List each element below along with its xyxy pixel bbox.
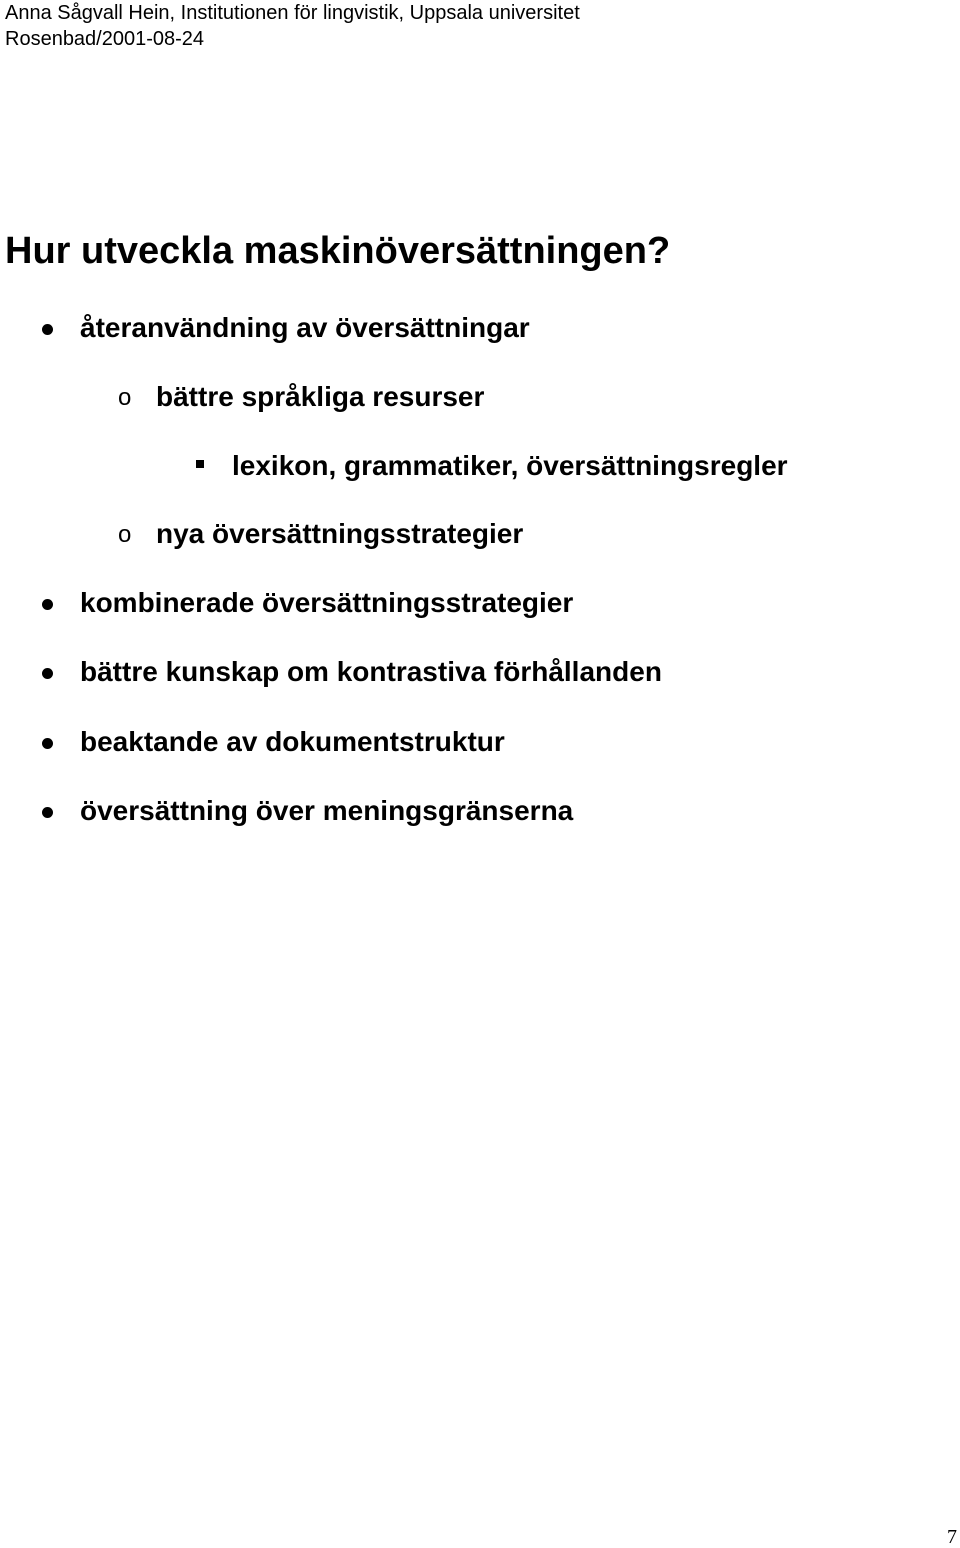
list-item: kombinerade översättningsstrategier [80,587,574,618]
bullet-dot-icon [42,807,53,818]
list-item: lexikon, grammatiker, översättningsregler [232,450,788,481]
bullet-dot-icon [42,668,53,679]
list-item: bättre språkliga resurser [156,381,485,412]
header-author-line: Anna Sågvall Hein, Institutionen för lingvistik, Uppsala universitet [5,2,580,24]
circle-outline-icon: o [118,521,132,548]
bullet-dot-icon [42,738,53,749]
header-date-line: Rosenbad/2001-08-24 [5,28,205,50]
list-item: översättning över meningsgränserna [80,795,574,826]
document-header [5,0,580,52]
list-item: bättre kunskap om kontrastiva förhållanden [80,656,662,687]
list-item: återanvändning av översättningar [80,312,530,343]
list-item: nya översättningsstrategier [156,518,524,549]
page-number: 7 [947,1526,957,1548]
square-bullet-icon [196,460,204,468]
list-item: beaktande av dokumentstruktur [80,726,505,757]
circle-outline-icon: o [118,384,132,411]
bullet-dot-icon [42,324,53,335]
bullet-dot-icon [42,599,53,610]
page-title: Hur utveckla maskinöversättningen? [5,230,671,272]
